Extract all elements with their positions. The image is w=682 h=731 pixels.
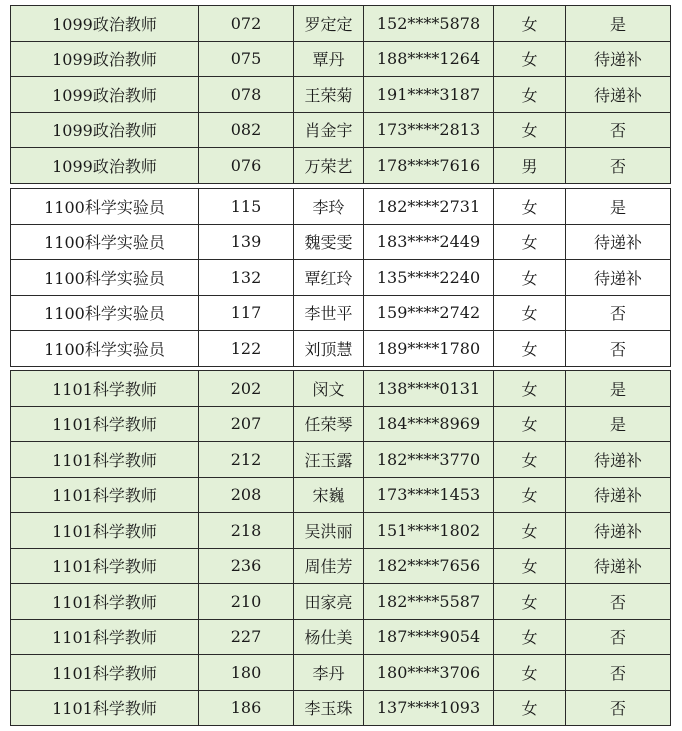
phone-cell: 184****8969 bbox=[364, 406, 494, 442]
position-cell: 1100科学实验员 bbox=[11, 224, 199, 260]
gender-cell: 女 bbox=[494, 295, 566, 331]
table-row bbox=[11, 406, 671, 442]
exam-number-cell: 122 bbox=[199, 331, 294, 367]
group-table-1099 bbox=[10, 5, 670, 184]
status-cell: 待递补 bbox=[566, 548, 671, 584]
position-cell: 1101科学教师 bbox=[11, 371, 199, 407]
gender-cell: 女 bbox=[494, 224, 566, 260]
phone-cell: 138****0131 bbox=[364, 371, 494, 407]
table-row bbox=[11, 6, 671, 42]
group-table-1101 bbox=[10, 370, 670, 726]
status-cell: 否 bbox=[566, 655, 671, 691]
status-cell: 待递补 bbox=[566, 41, 671, 77]
gender-cell: 女 bbox=[494, 442, 566, 478]
name-cell: 田家亮 bbox=[294, 584, 364, 620]
name-cell: 李玲 bbox=[294, 189, 364, 225]
position-cell: 1100科学实验员 bbox=[11, 189, 199, 225]
gender-cell: 女 bbox=[494, 331, 566, 367]
name-cell: 刘顶慧 bbox=[294, 331, 364, 367]
status-cell: 否 bbox=[566, 619, 671, 655]
table-row bbox=[11, 690, 671, 726]
phone-cell: 182****7656 bbox=[364, 548, 494, 584]
exam-number-cell: 236 bbox=[199, 548, 294, 584]
position-cell: 1101科学教师 bbox=[11, 442, 199, 478]
gender-cell: 女 bbox=[494, 655, 566, 691]
position-cell: 1101科学教师 bbox=[11, 477, 199, 513]
name-cell: 覃丹 bbox=[294, 41, 364, 77]
status-cell: 否 bbox=[566, 112, 671, 148]
gender-cell: 女 bbox=[494, 690, 566, 726]
table-row bbox=[11, 513, 671, 549]
gender-cell: 女 bbox=[494, 371, 566, 407]
phone-cell: 182****5587 bbox=[364, 584, 494, 620]
name-cell: 闵文 bbox=[294, 371, 364, 407]
exam-number-cell: 115 bbox=[199, 189, 294, 225]
table-row bbox=[11, 548, 671, 584]
exam-number-cell: 078 bbox=[199, 77, 294, 113]
group-table-1100 bbox=[10, 188, 670, 367]
exam-number-cell: 076 bbox=[199, 148, 294, 184]
phone-cell: 152****5878 bbox=[364, 6, 494, 42]
position-cell: 1099政治教师 bbox=[11, 77, 199, 113]
phone-cell: 182****2731 bbox=[364, 189, 494, 225]
table-row bbox=[11, 77, 671, 113]
status-cell: 否 bbox=[566, 295, 671, 331]
status-cell: 待递补 bbox=[566, 260, 671, 296]
name-cell: 万荣艺 bbox=[294, 148, 364, 184]
status-cell: 是 bbox=[566, 371, 671, 407]
position-cell: 1099政治教师 bbox=[11, 41, 199, 77]
exam-number-cell: 072 bbox=[199, 6, 294, 42]
status-cell: 否 bbox=[566, 690, 671, 726]
status-cell: 待递补 bbox=[566, 513, 671, 549]
table-row bbox=[11, 655, 671, 691]
candidate-table bbox=[10, 5, 671, 184]
name-cell: 魏雯雯 bbox=[294, 224, 364, 260]
position-cell: 1101科学教师 bbox=[11, 584, 199, 620]
name-cell: 王荣菊 bbox=[294, 77, 364, 113]
phone-cell: 159****2742 bbox=[364, 295, 494, 331]
position-cell: 1099政治教师 bbox=[11, 6, 199, 42]
exam-number-cell: 218 bbox=[199, 513, 294, 549]
table-row bbox=[11, 295, 671, 331]
name-cell: 杨仕美 bbox=[294, 619, 364, 655]
table-row bbox=[11, 112, 671, 148]
gender-cell: 女 bbox=[494, 260, 566, 296]
phone-cell: 187****9054 bbox=[364, 619, 494, 655]
status-cell: 是 bbox=[566, 189, 671, 225]
exam-number-cell: 117 bbox=[199, 295, 294, 331]
exam-number-cell: 210 bbox=[199, 584, 294, 620]
status-cell: 否 bbox=[566, 331, 671, 367]
status-cell: 是 bbox=[566, 6, 671, 42]
gender-cell: 女 bbox=[494, 513, 566, 549]
gender-cell: 女 bbox=[494, 112, 566, 148]
exam-number-cell: 227 bbox=[199, 619, 294, 655]
name-cell: 肖金宇 bbox=[294, 112, 364, 148]
gender-cell: 女 bbox=[494, 477, 566, 513]
phone-cell: 189****1780 bbox=[364, 331, 494, 367]
exam-number-cell: 082 bbox=[199, 112, 294, 148]
name-cell: 周佳芳 bbox=[294, 548, 364, 584]
name-cell: 李丹 bbox=[294, 655, 364, 691]
table-row bbox=[11, 260, 671, 296]
gender-cell: 女 bbox=[494, 189, 566, 225]
position-cell: 1101科学教师 bbox=[11, 406, 199, 442]
position-cell: 1101科学教师 bbox=[11, 655, 199, 691]
gender-cell: 女 bbox=[494, 6, 566, 42]
phone-cell: 137****1093 bbox=[364, 690, 494, 726]
table-row bbox=[11, 189, 671, 225]
gender-cell: 女 bbox=[494, 584, 566, 620]
status-cell: 待递补 bbox=[566, 477, 671, 513]
exam-number-cell: 075 bbox=[199, 41, 294, 77]
gender-cell: 女 bbox=[494, 548, 566, 584]
table-row bbox=[11, 442, 671, 478]
name-cell: 罗定定 bbox=[294, 6, 364, 42]
exam-number-cell: 186 bbox=[199, 690, 294, 726]
name-cell: 覃红玲 bbox=[294, 260, 364, 296]
name-cell: 李玉珠 bbox=[294, 690, 364, 726]
gender-cell: 女 bbox=[494, 41, 566, 77]
name-cell: 吴洪丽 bbox=[294, 513, 364, 549]
table-row bbox=[11, 371, 671, 407]
gender-cell: 女 bbox=[494, 619, 566, 655]
position-cell: 1101科学教师 bbox=[11, 690, 199, 726]
position-cell: 1100科学实验员 bbox=[11, 260, 199, 296]
position-cell: 1100科学实验员 bbox=[11, 295, 199, 331]
gender-cell: 女 bbox=[494, 406, 566, 442]
table-row bbox=[11, 584, 671, 620]
phone-cell: 178****7616 bbox=[364, 148, 494, 184]
phone-cell: 188****1264 bbox=[364, 41, 494, 77]
name-cell: 李世平 bbox=[294, 295, 364, 331]
exam-number-cell: 202 bbox=[199, 371, 294, 407]
name-cell: 宋巍 bbox=[294, 477, 364, 513]
position-cell: 1101科学教师 bbox=[11, 513, 199, 549]
position-cell: 1099政治教师 bbox=[11, 112, 199, 148]
exam-number-cell: 180 bbox=[199, 655, 294, 691]
phone-cell: 183****2449 bbox=[364, 224, 494, 260]
name-cell: 任荣琴 bbox=[294, 406, 364, 442]
phone-cell: 151****1802 bbox=[364, 513, 494, 549]
phone-cell: 173****2813 bbox=[364, 112, 494, 148]
status-cell: 待递补 bbox=[566, 77, 671, 113]
status-cell: 待递补 bbox=[566, 224, 671, 260]
phone-cell: 135****2240 bbox=[364, 260, 494, 296]
table-row bbox=[11, 224, 671, 260]
gender-cell: 女 bbox=[494, 77, 566, 113]
status-cell: 是 bbox=[566, 406, 671, 442]
position-cell: 1101科学教师 bbox=[11, 619, 199, 655]
gender-cell: 男 bbox=[494, 148, 566, 184]
status-cell: 否 bbox=[566, 148, 671, 184]
phone-cell: 191****3187 bbox=[364, 77, 494, 113]
candidate-table bbox=[10, 188, 671, 367]
exam-number-cell: 207 bbox=[199, 406, 294, 442]
exam-number-cell: 132 bbox=[199, 260, 294, 296]
table-row bbox=[11, 477, 671, 513]
phone-cell: 182****3770 bbox=[364, 442, 494, 478]
phone-cell: 180****3706 bbox=[364, 655, 494, 691]
exam-number-cell: 139 bbox=[199, 224, 294, 260]
position-cell: 1101科学教师 bbox=[11, 548, 199, 584]
position-cell: 1099政治教师 bbox=[11, 148, 199, 184]
phone-cell: 173****1453 bbox=[364, 477, 494, 513]
candidate-table bbox=[10, 370, 671, 726]
table-row bbox=[11, 331, 671, 367]
exam-number-cell: 208 bbox=[199, 477, 294, 513]
status-cell: 否 bbox=[566, 584, 671, 620]
name-cell: 汪玉露 bbox=[294, 442, 364, 478]
exam-number-cell: 212 bbox=[199, 442, 294, 478]
position-cell: 1100科学实验员 bbox=[11, 331, 199, 367]
table-row bbox=[11, 148, 671, 184]
table-row bbox=[11, 619, 671, 655]
table-row bbox=[11, 41, 671, 77]
status-cell: 待递补 bbox=[566, 442, 671, 478]
